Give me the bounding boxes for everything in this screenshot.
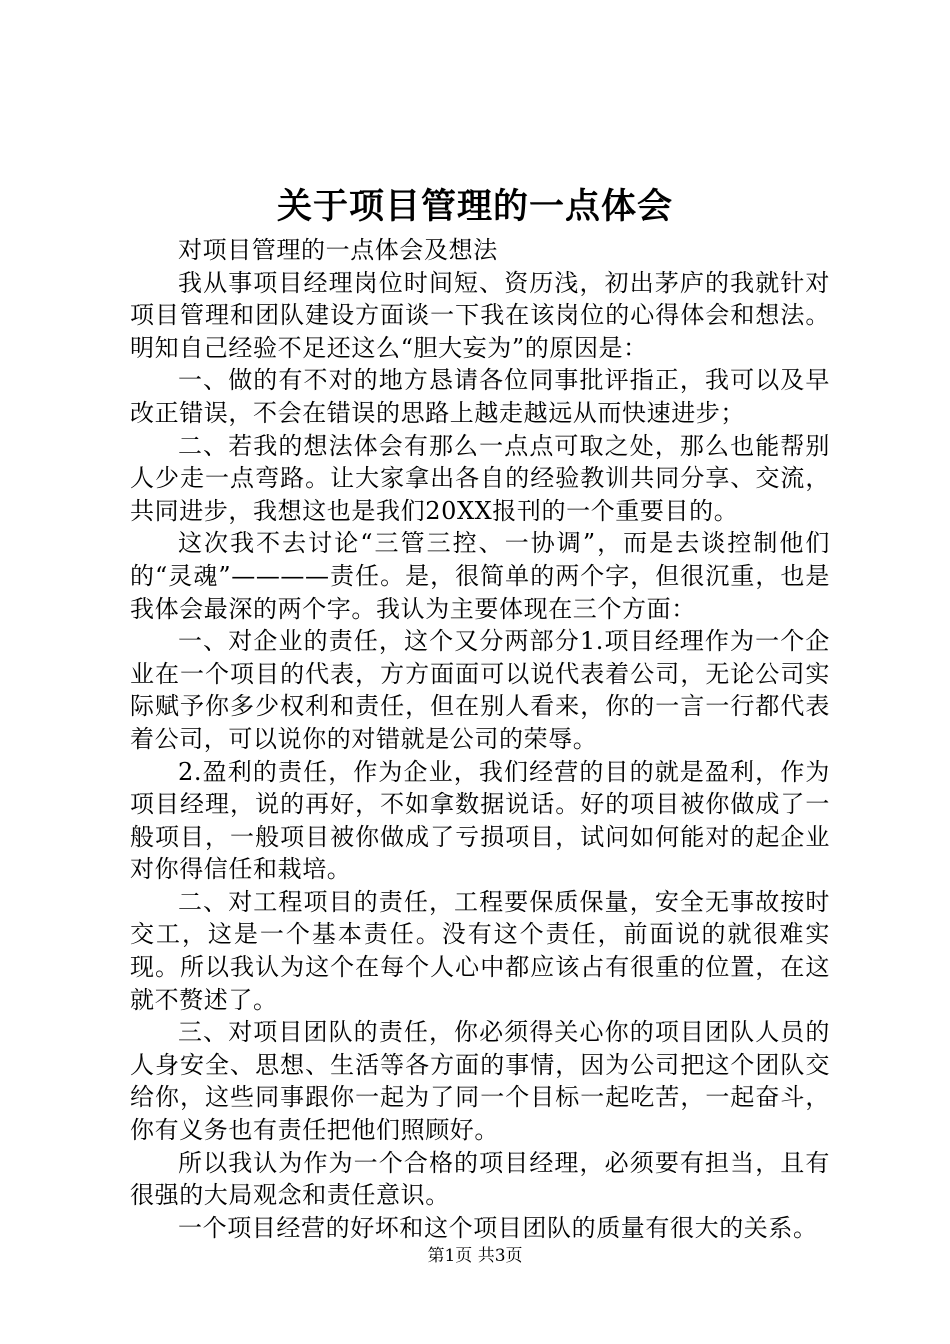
paragraph: 这次我不去讨论“三管三控、一协调”，而是去谈控制他们的“灵魂”————责任。是，很简单的两个字，但很沉重，也是我体会最深的两个字。我认为主要体现在三个方面： <box>130 529 830 623</box>
paragraph: 二、对工程项目的责任，工程要保质保量，安全无事故按时交工，这是一个基本责任。没有这个责任，前面说的就很难实现。所以我认为这个在每个人心中都应该占有很重的位置，在这就不赘述了。 <box>130 887 830 1014</box>
page-number-footer: 第1页 共3页 <box>427 1246 523 1266</box>
document-body <box>130 234 830 1244</box>
paragraph: 所以我认为作为一个合格的项目经理，必须要有担当，且有很强的大局观念和责任意识。 <box>130 1148 830 1210</box>
paragraph: 一、做的有不对的地方恳请各位同事批评指正，我可以及早改正错误，不会在错误的思路上越走越远从而快速进步； <box>130 366 830 427</box>
document-title: 关于项目管理的一点体会 <box>276 186 673 227</box>
paragraph: 一个项目经营的好坏和这个项目团队的质量有很大的关系。 <box>178 1213 818 1242</box>
paragraph: 三、对项目团队的责任，你必须得关心你的项目团队人员的人身安全、思想、生活等各方面的事情，因为公司把这个团队交给你，这些同事跟你一起为了同一个目标一起吃苦，一起奋斗，你有义务也有责任把他们照顾好。 <box>130 1018 830 1145</box>
paragraph: 2.盈利的责任，作为企业，我们经营的目的就是盈利，作为项目经理，说的再好，不如拿数据说话。好的项目被你做成了一般项目，一般项目被你做成了亏损项目，试问如何能对的起企业对你得信任和栽培。 <box>130 757 830 884</box>
paragraph: 对项目管理的一点体会及想法 <box>178 236 498 264</box>
paragraph: 我从事项目经理岗位时间短、资历浅，初出茅庐的我就针对项目管理和团队建设方面谈一下我在该岗位的心得体会和想法。明知自己经验不足还这么“胆大妄为”的原因是： <box>130 268 830 362</box>
paragraph: 一、对企业的责任，这个又分两部分1.项目经理作为一个企业在一个项目的代表，方方面面可以说代表着公司，无论公司实际赋予你多少权利和责任，但在别人看来，你的一言一行都代表着公司，可以说你的对错就是公司的荣辱。 <box>130 627 830 753</box>
paragraph: 二、若我的想法体会有那么一点点可取之处，那么也能帮别人少走一点弯路。让大家拿出各自的经验教训共同分享、交流，共同进步，我想这也是我们20XX报刊的一个重要目的。 <box>130 431 830 525</box>
